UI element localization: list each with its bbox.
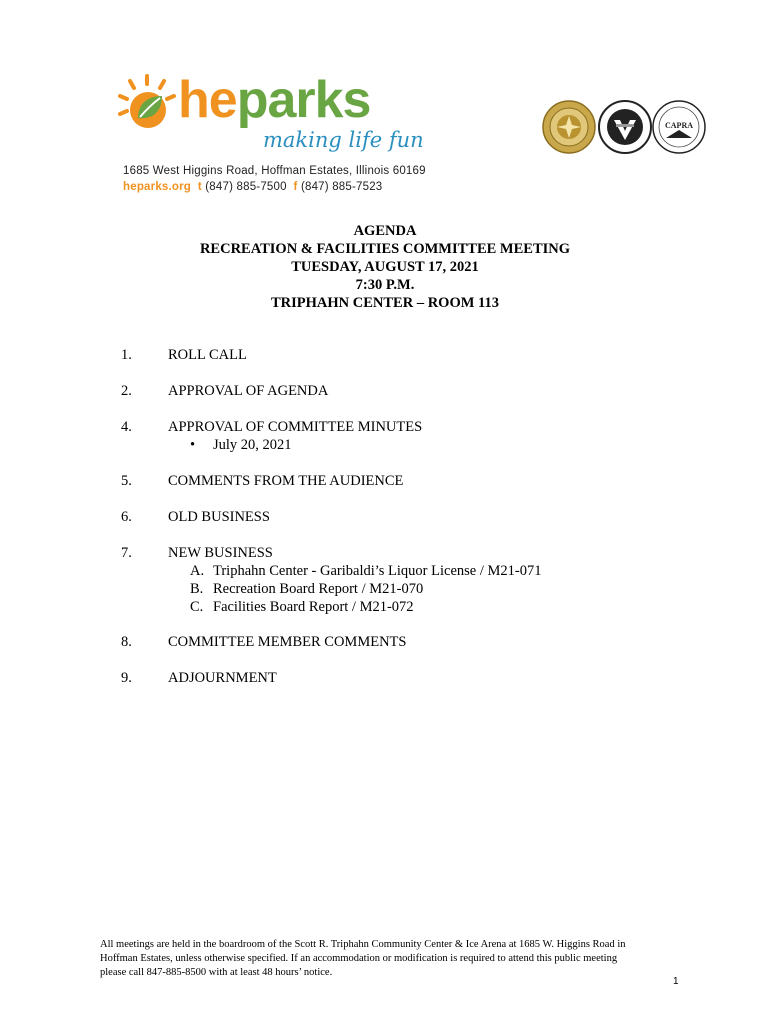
footer-notice bbox=[100, 938, 690, 980]
brand-he: he bbox=[178, 71, 237, 129]
fax: (847) 885-7523 bbox=[300, 181, 383, 193]
gold-seal-icon bbox=[542, 100, 596, 154]
address: 1685 West Higgins Road, Hoffman Estates, Illinois 60169 bbox=[123, 165, 426, 177]
footer-line: All meetings are held in the boardroom of the Scott R. Triphahn Community Center & Ice Arena at 1685 W. Higgins Road in bbox=[100, 939, 626, 950]
item-number: 8. bbox=[121, 634, 132, 650]
header-meeting: RECREATION & FACILITIES COMMITTEE MEETING bbox=[199, 241, 571, 257]
header-date: TUESDAY, AUGUST 17, 2021 bbox=[291, 259, 479, 275]
brand-name bbox=[178, 70, 370, 130]
item-number: 4. bbox=[121, 419, 132, 435]
page-number: 1 bbox=[673, 976, 679, 987]
subitem-text: Facilities Board Report / M21-072 bbox=[213, 599, 414, 615]
fax-label: f bbox=[293, 181, 298, 193]
item-number: 6. bbox=[121, 509, 132, 525]
sun-leaf-logo-icon bbox=[116, 72, 178, 134]
item-text: ADJOURNMENT bbox=[168, 670, 277, 686]
item-number: 9. bbox=[121, 670, 132, 686]
footer-line: Hoffman Estates, unless otherwise specified. If an accommodation or modification is required to attend this public meeting bbox=[100, 953, 618, 964]
item-number: 1. bbox=[121, 347, 132, 363]
item-text: COMMITTEE MEMBER COMMENTS bbox=[168, 634, 407, 650]
item-text: ROLL CALL bbox=[168, 347, 247, 363]
tel-label: t bbox=[197, 181, 202, 193]
header-location: TRIPHAHN CENTER – ROOM 113 bbox=[271, 295, 499, 311]
brand-parks: parks bbox=[236, 71, 371, 129]
subitem-text: Triphahn Center - Garibaldi’s Liquor License / M21-071 bbox=[213, 563, 542, 579]
item-number: 2. bbox=[121, 383, 132, 399]
item-text: APPROVAL OF COMMITTEE MINUTES bbox=[168, 419, 423, 435]
item-text: APPROVAL OF AGENDA bbox=[168, 383, 329, 399]
item-text: OLD BUSINESS bbox=[168, 509, 270, 525]
website: heparks.org bbox=[123, 181, 192, 193]
subitem-letter: A. bbox=[190, 563, 205, 579]
subitem-text: July 20, 2021 bbox=[213, 437, 292, 453]
item-text: COMMENTS FROM THE AUDIENCE bbox=[168, 473, 404, 489]
footer-line: please call 847-885-8500 with at least 48 hours’ notice. bbox=[100, 967, 333, 978]
subitem-letter: B. bbox=[190, 581, 204, 597]
capra-accreditation-seal-icon bbox=[652, 100, 706, 154]
item-number: 7. bbox=[121, 545, 132, 561]
subitem-text: Recreation Board Report / M21-070 bbox=[213, 581, 424, 597]
illinois-association-seal-icon bbox=[598, 100, 652, 154]
contact-line bbox=[123, 181, 382, 193]
telephone: (847) 885-7500 bbox=[205, 181, 287, 193]
seal-caption: CAPRA bbox=[665, 121, 693, 130]
item-text: NEW BUSINESS bbox=[168, 545, 273, 561]
bullet: • bbox=[190, 437, 196, 453]
subitem-letter: C. bbox=[190, 599, 204, 615]
header-title: AGENDA bbox=[353, 223, 417, 239]
tagline: making life fun bbox=[263, 128, 424, 152]
agenda-header bbox=[0, 222, 770, 312]
header-time: 7:30 P.M. bbox=[355, 277, 415, 293]
item-number: 5. bbox=[121, 473, 132, 489]
